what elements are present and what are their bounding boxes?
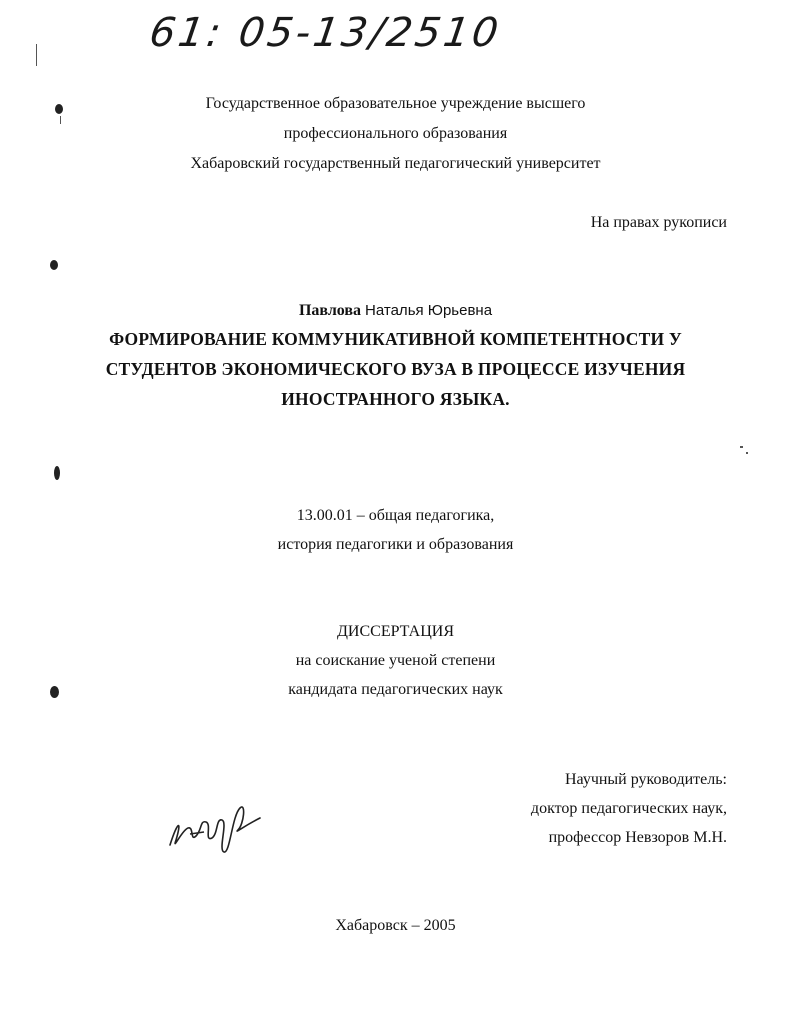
dissertation-title-line-3: ИНОСТРАННОГО ЯЗЫКА. [281, 389, 510, 409]
dissertation-title-line-1: ФОРМИРОВАНИЕ КОММУНИКАТИВНОЙ КОМПЕТЕНТНОСТИ У [109, 329, 682, 349]
scan-dot [746, 452, 748, 454]
author-signature [160, 790, 270, 860]
dissertation-heading: ДИССЕРТАЦИЯ [337, 623, 454, 640]
author-name [0, 297, 791, 325]
supervisor-name: профессор Невзоров М.Н. [548, 829, 727, 846]
specialty-line-1: 13.00.01 – общая педагогика, [296, 507, 495, 524]
institution-line-2: профессионального образования [283, 125, 508, 142]
scan-dot [740, 446, 743, 448]
supervisor-degree: доктор педагогических наук, [530, 800, 727, 817]
hole-punch-mark [50, 260, 58, 270]
specialty-line-2: история педагогики и образования [277, 536, 514, 553]
author-surname: Павлова [298, 302, 362, 319]
institution-line-1: Государственное образовательное учреждение высшего [205, 95, 586, 112]
place-and-year: Хабаровск – 2005 [335, 917, 456, 934]
author-given-names: Наталья Юрьевна [365, 302, 493, 319]
scan-edge-mark [36, 44, 37, 66]
manuscript-rights-note: На правах рукописи [590, 214, 727, 231]
supervisor-label: Научный руководитель: [564, 771, 727, 788]
degree-line-2: кандидата педагогических наук [288, 681, 503, 698]
archive-number-handwritten: 61: 05-13/2510 [146, 10, 504, 56]
degree-line-1: на соискание ученой степени [295, 652, 496, 669]
institution-line-3: Хабаровский государственный педагогический университет [190, 155, 601, 172]
dissertation-title-line-2: СТУДЕНТОВ ЭКОНОМИЧЕСКОГО ВУЗА В ПРОЦЕССЕ ИЗУЧЕНИЯ [105, 359, 686, 379]
hole-punch-mark [54, 466, 60, 480]
